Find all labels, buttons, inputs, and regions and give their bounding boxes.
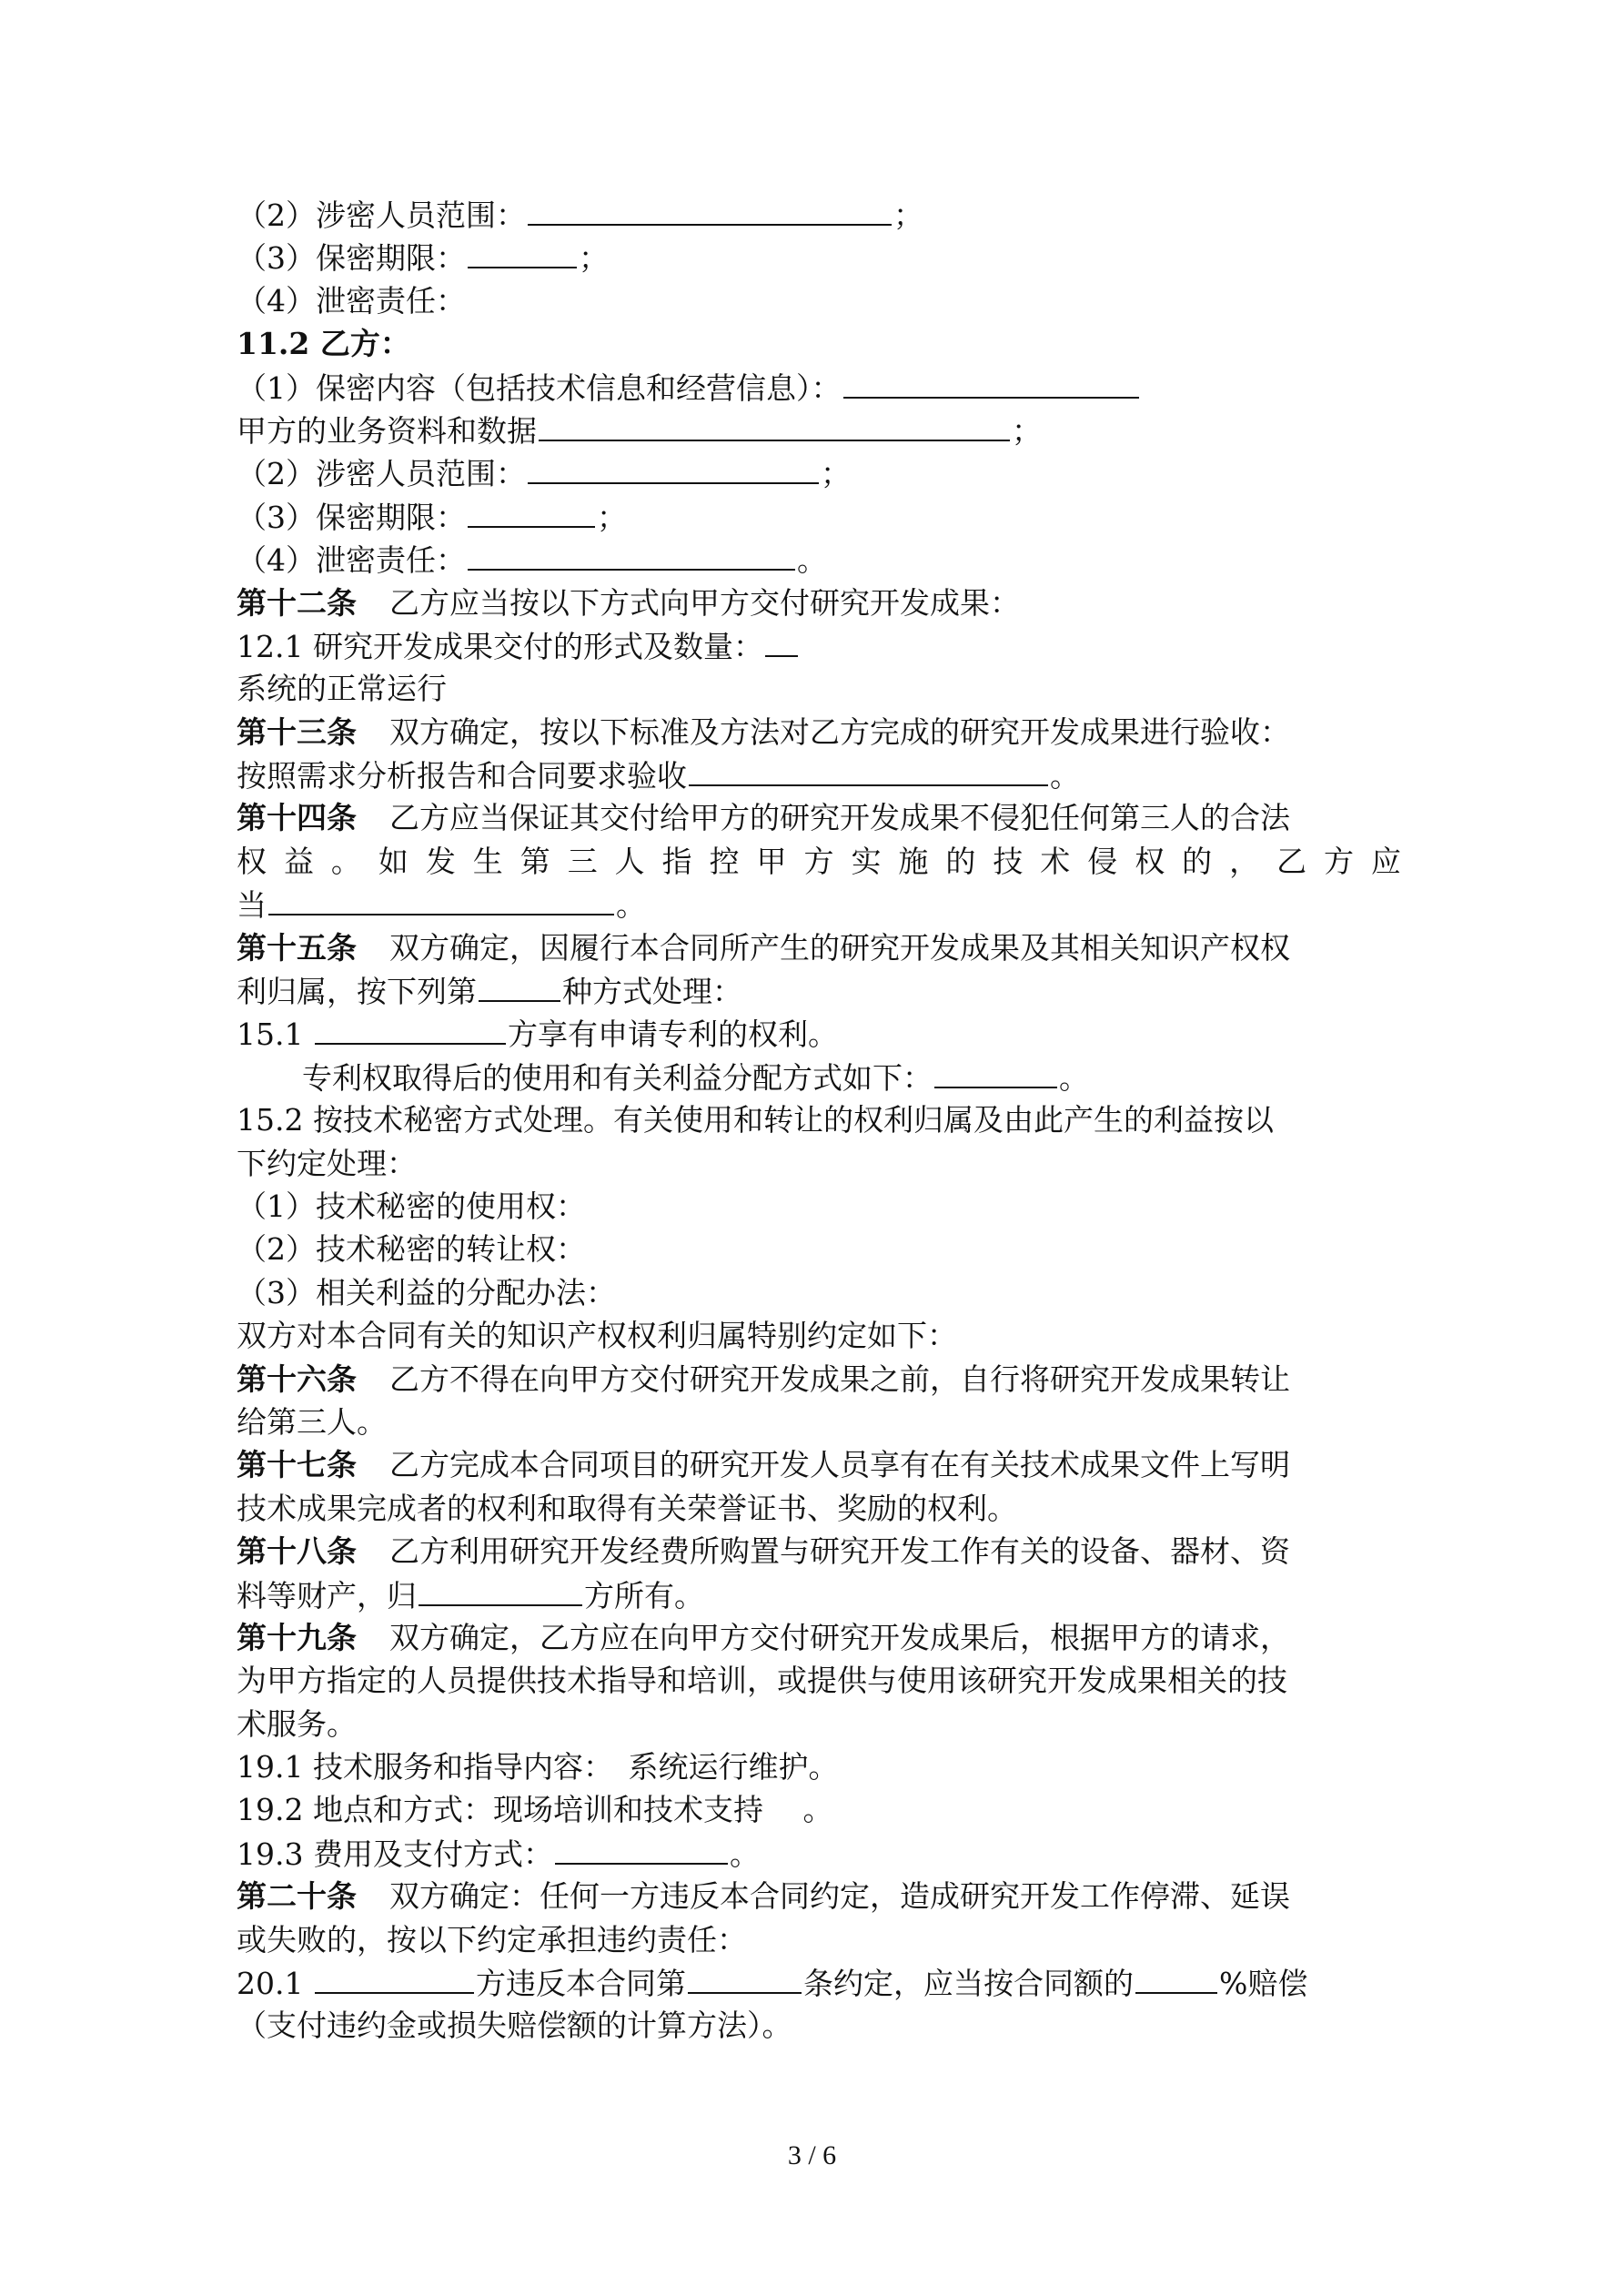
text-segment: 19.2 地点和方式：现场培训和技术支持 。 <box>237 1792 833 1828</box>
text-segment: 乙方利用研究开发经费所购置与研究开发工作有关的设备、器材、资 <box>389 1533 1290 1570</box>
article-heading: 11.2 乙方： <box>237 326 410 362</box>
text-line <box>237 1098 1401 1141</box>
text-segment: （支付违约金或损失赔偿额的计算方法）。 <box>237 2008 792 2044</box>
text-line <box>237 366 1401 409</box>
text-segment: 或失败的，按以下约定承担违约责任： <box>237 1921 747 1957</box>
text-segment: 双方确定，按以下标准及方法对乙方完成的研究开发成果进行验收： <box>389 713 1290 750</box>
text-line <box>237 538 1401 581</box>
text-line <box>237 1358 1401 1401</box>
text-line <box>237 582 1401 624</box>
text-line <box>237 796 1401 839</box>
text-segment: （3）保密期限： <box>237 499 466 535</box>
text-line <box>237 1745 1401 1788</box>
text-segment: （2）技术秘密的转让权： <box>237 1231 586 1268</box>
fill-in-blank <box>765 624 798 657</box>
text-segment: 利归属，按下列第 <box>237 974 477 1010</box>
text-segment: 乙方完成本合同项目的研究开发人员享有在有关技术成果文件上写明 <box>389 1447 1290 1483</box>
text-segment: 12.1 研究开发成果交付的形式及数量： <box>237 628 763 664</box>
text-line <box>237 1659 1401 1702</box>
text-line <box>237 667 1401 710</box>
fill-in-blank <box>315 1961 474 1994</box>
text-line <box>237 1487 1401 1530</box>
text-segment: 为甲方指定的人员提供技术指导和培训，或提供与使用该研究开发成果相关的技 <box>237 1663 1287 1699</box>
fill-in-blank <box>468 236 577 268</box>
text-segment: 15.2 按技术秘密方式处理。有关使用和转让的权利归属及由此产生的利益按以 <box>237 1102 1274 1138</box>
article-heading: 第二十条 <box>237 1878 357 1915</box>
article-heading: 第十八条 <box>237 1533 357 1570</box>
text-segment: 19.3 费用及支付方式： <box>237 1836 553 1872</box>
text-segment: ； <box>1012 412 1042 449</box>
text-segment: 技术成果完成者的权利和取得有关荣誉证书、奖励的权利。 <box>237 1490 1017 1526</box>
text-segment: （4）泄密责任： <box>237 282 466 319</box>
fill-in-blank <box>315 1012 506 1045</box>
text-line <box>237 1185 1401 1228</box>
text-segment: 料等财产，归 <box>237 1577 417 1613</box>
text-line <box>237 1703 1401 1745</box>
text-segment: （3）相关利益的分配办法： <box>237 1274 616 1310</box>
text-segment: 。 <box>1059 1059 1089 1096</box>
article-heading: 第十九条 <box>237 1619 357 1655</box>
text-segment: 权益。如发生第三人指控甲方实施的技术侵权的，乙方应 <box>237 843 1401 879</box>
text-line <box>237 624 1401 667</box>
text-segment: 下约定处理： <box>237 1145 417 1181</box>
text-segment: 当 <box>237 887 267 924</box>
text-segment: 乙方应当保证其交付给甲方的研究开发成果不侵犯任何第三人的合法 <box>389 800 1290 836</box>
text-segment: ； <box>893 197 923 233</box>
text-segment: 双方确定：任何一方违反本合同约定，造成研究开发工作停滞、延误 <box>389 1878 1290 1915</box>
text-line <box>237 193 1401 236</box>
text-segment: 系统的正常运行 <box>237 671 447 707</box>
text-line <box>237 969 1401 1012</box>
text-line <box>237 711 1401 754</box>
text-line <box>237 1875 1401 1917</box>
text-segment: 。 <box>616 887 646 924</box>
text-segment: ； <box>821 456 851 492</box>
text-segment: 种方式处理： <box>562 974 742 1010</box>
text-line <box>237 495 1401 538</box>
text-line <box>237 883 1401 925</box>
text-segment: 。 <box>729 1836 760 1872</box>
text-segment: 双方确定，因履行本合同所产生的研究开发成果及其相关知识产权权 <box>389 929 1290 966</box>
text-line <box>237 1788 1401 1831</box>
article-heading: 第十三条 <box>237 713 357 750</box>
text-segment: （2）涉密人员范围： <box>237 197 526 233</box>
text-line <box>237 1443 1401 1486</box>
text-segment: （4）泄密责任： <box>237 542 466 579</box>
fill-in-blank <box>268 883 614 915</box>
text-segment: 19.1 技术服务和指导内容： 系统运行维护。 <box>237 1749 839 1785</box>
article-heading: 第十四条 <box>237 800 357 836</box>
text-line <box>237 1142 1401 1185</box>
text-segment: （1）技术秘密的使用权： <box>237 1188 586 1224</box>
text-line <box>237 1056 1401 1098</box>
text-segment: 乙方应当按以下方式向甲方交付研究开发成果： <box>389 584 1020 621</box>
text-line <box>237 754 1401 796</box>
text-line <box>237 1012 1401 1055</box>
text-segment: 。 <box>797 542 827 579</box>
text-line <box>237 1530 1401 1573</box>
text-line <box>237 409 1401 451</box>
fill-in-blank <box>1135 1961 1217 1994</box>
text-line <box>237 1832 1401 1875</box>
fill-in-blank <box>555 1832 728 1865</box>
text-line <box>237 1401 1401 1443</box>
fill-in-blank <box>479 969 560 1002</box>
text-line <box>237 1271 1401 1314</box>
fill-in-blank <box>539 409 1010 441</box>
fill-in-blank <box>843 366 1139 399</box>
text-segment: 方享有申请专利的权利。 <box>507 1017 838 1053</box>
article-heading: 第十七条 <box>237 1447 357 1483</box>
text-segment: 双方确定，乙方应在向甲方交付研究开发成果后，根据甲方的请求， <box>389 1619 1290 1655</box>
text-segment: 方所有。 <box>584 1577 704 1613</box>
fill-in-blank <box>528 451 819 484</box>
text-segment: ； <box>579 240 609 277</box>
text-line <box>237 926 1401 969</box>
text-segment: %赔偿 <box>1218 1966 1308 2002</box>
fill-in-blank <box>468 495 595 528</box>
text-segment: 双方对本合同有关的知识产权权利归属特别约定如下： <box>237 1318 957 1354</box>
text-segment: 乙方不得在向甲方交付研究开发成果之前，自行将研究开发成果转让 <box>389 1360 1290 1397</box>
fill-in-blank <box>688 1961 802 1994</box>
text-line <box>237 2004 1401 2047</box>
text-line <box>237 1616 1401 1659</box>
document-body <box>237 193 1401 2048</box>
fill-in-blank <box>419 1573 582 1606</box>
text-segment: 15.1 <box>237 1017 313 1053</box>
text-segment: （3）保密期限： <box>237 240 466 277</box>
text-line <box>237 1228 1401 1270</box>
text-segment: 。 <box>1050 758 1080 794</box>
text-segment: 方违反本合同第 <box>475 1966 686 2002</box>
fill-in-blank <box>528 193 892 226</box>
text-line <box>237 322 1401 365</box>
text-segment: （1）保密内容（包括技术信息和经营信息）： <box>237 369 842 406</box>
article-heading: 第十二条 <box>237 584 357 621</box>
article-heading: 第十六条 <box>237 1360 357 1397</box>
text-line <box>237 1573 1401 1616</box>
text-segment: 甲方的业务资料和数据 <box>237 412 537 449</box>
text-segment: 按照需求分析报告和合同要求验收 <box>237 758 687 794</box>
fill-in-blank <box>689 754 1048 786</box>
fill-in-blank <box>468 538 795 571</box>
fill-in-blank <box>934 1056 1057 1088</box>
text-line <box>237 236 1401 278</box>
text-line <box>237 1961 1401 2004</box>
page-number: 3 / 6 <box>787 2140 837 2170</box>
text-line <box>237 451 1401 494</box>
text-line <box>237 279 1401 322</box>
text-line <box>237 1314 1401 1357</box>
text-segment: 条约定，应当按合同额的 <box>802 1966 1134 2002</box>
text-segment: 术服务。 <box>237 1705 357 1742</box>
text-line <box>237 1918 1401 1961</box>
text-segment: 给第三人。 <box>237 1403 387 1440</box>
text-segment: 20.1 <box>237 1966 313 2002</box>
text-line <box>237 840 1401 883</box>
text-segment: ； <box>597 499 627 535</box>
article-heading: 第十五条 <box>237 929 357 966</box>
text-segment: 专利权取得后的使用和有关利益分配方式如下： <box>302 1059 933 1096</box>
text-segment: （2）涉密人员范围： <box>237 456 526 492</box>
